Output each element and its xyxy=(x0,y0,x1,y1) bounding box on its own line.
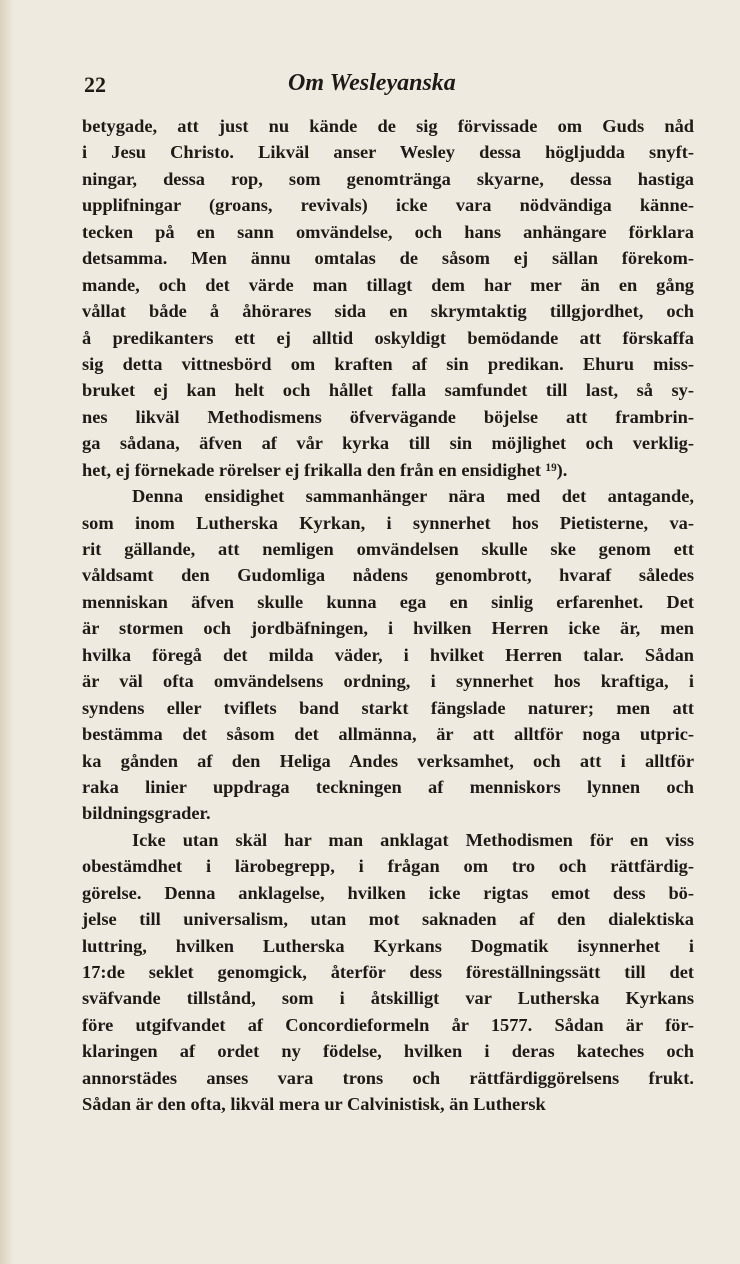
text-line: bildningsgrader. xyxy=(82,803,211,824)
text-line: är väl ofta omvändelsens ordning, i synnerhet hos kraftiga, i xyxy=(82,671,694,692)
text-line: upplifningar (groans, revivals) icke vara nödvändiga känne- xyxy=(82,195,694,216)
text-line: Icke utan skäl har man anklagat Methodismen för en viss xyxy=(132,829,694,850)
text-line: ga sådana, äfven af vår kyrka till sin möjlighet och verklig- xyxy=(82,433,694,454)
text-line: jelse till universalism, utan mot saknaden af den dialektiska xyxy=(82,909,694,930)
text-line: ka gånden af den Heliga Andes verksamhet, och att i alltför xyxy=(82,750,694,771)
text-line: före utgifvandet af Concordieformeln år 1577. Sådan är för- xyxy=(82,1014,694,1035)
text-line: mande, och det värde man tillagt dem har mer än en gång xyxy=(82,274,694,295)
text-line: våldsamt den Gudomliga nådens genombrott, hvaraf således xyxy=(82,565,694,586)
body-text xyxy=(82,113,694,1118)
text-line: menniskan äfven skulle kunna ega en sinlig erfarenhet. Det xyxy=(82,591,694,612)
text-line: obestämdhet i lärobegrepp, i frågan om tro och rättfärdig- xyxy=(82,856,694,877)
text-line: nes likväl Methodismens öfvervägande böjelse att frambrin- xyxy=(82,406,694,427)
text-line: klaringen af ordet ny födelse, hvilken i deras kateches och xyxy=(82,1041,694,1062)
text-line: å predikanters ett ej alltid oskyldigt bemödande att förskaffa xyxy=(82,327,694,348)
text-line: tecken på en sann omvändelse, och hans anhängare förklara xyxy=(82,221,694,242)
text-line: luttring, hvilken Lutherska Kyrkans Dogmatik isynnerhet i xyxy=(82,935,694,956)
text-line: betygade, att just nu kände de sig förvissade om Guds nåd xyxy=(82,116,694,136)
text-line: annorstädes anses vara trons och rättfärdiggörelsens frukt. xyxy=(82,1067,694,1088)
text-line: rit gällande, att nemligen omvändelsen skulle ske genom ett xyxy=(82,539,694,559)
text-line: i Jesu Christo. Likväl anser Wesley dessa högljudda snyft- xyxy=(82,142,694,163)
text-line: vållat både å åhörares sida en skrymtaktig tillgjordhet, och xyxy=(82,301,694,322)
text-line: raka linier uppdraga teckningen af menniskors lynnen och xyxy=(82,776,694,797)
text-line: detsamma. Men ännu omtalas de såsom ej sällan förekom- xyxy=(82,248,694,269)
text-line: är stormen och jordbäfningen, i hvilken Herren icke är, men xyxy=(82,618,694,639)
text-line: syndens eller tviflets band starkt fängslade naturer; men att xyxy=(82,697,694,718)
text-line: Sådan är den ofta, likväl mera ur Calvinistisk, än Luthersk xyxy=(82,1094,546,1115)
text-line: sväfvande tillstånd, som i åtskilligt var Lutherska Kyrkans xyxy=(82,988,694,1009)
text-line: görelse. Denna anklagelse, hvilken icke rigtas emot dess bö- xyxy=(82,882,694,903)
page-header xyxy=(80,68,692,104)
running-title: Om Wesleyanska xyxy=(288,70,456,96)
text-line: het, ej förnekade rörelser ej frikalla den från en ensidighet ¹⁹). xyxy=(82,459,568,480)
text-line: hvilka föregå det milda väder, i hvilket Herren talar. Sådan xyxy=(82,644,694,665)
text-line: som inom Lutherska Kyrkan, i synnerhet hos Pietisterne, va- xyxy=(82,512,694,533)
text-line: bestämma det såsom det allmänna, är att alltför noga utpric- xyxy=(82,724,694,745)
text-line: bruket ej kan helt och hållet falla samfundet till last, så sy- xyxy=(82,380,694,401)
page-gutter-shadow xyxy=(0,0,14,1264)
text-line: sig detta vittnesbörd om kraften af sin predikan. Ehuru miss- xyxy=(82,353,694,374)
text-line: Denna ensidighet sammanhänger nära med det antagande, xyxy=(132,486,694,507)
text-line: ningar, dessa rop, som genomtränga skyarne, dessa hastiga xyxy=(82,168,694,189)
text-line: 17:de seklet genomgick, återför dess föreställningssätt till det xyxy=(82,962,694,982)
page-number: 22 xyxy=(84,72,106,97)
